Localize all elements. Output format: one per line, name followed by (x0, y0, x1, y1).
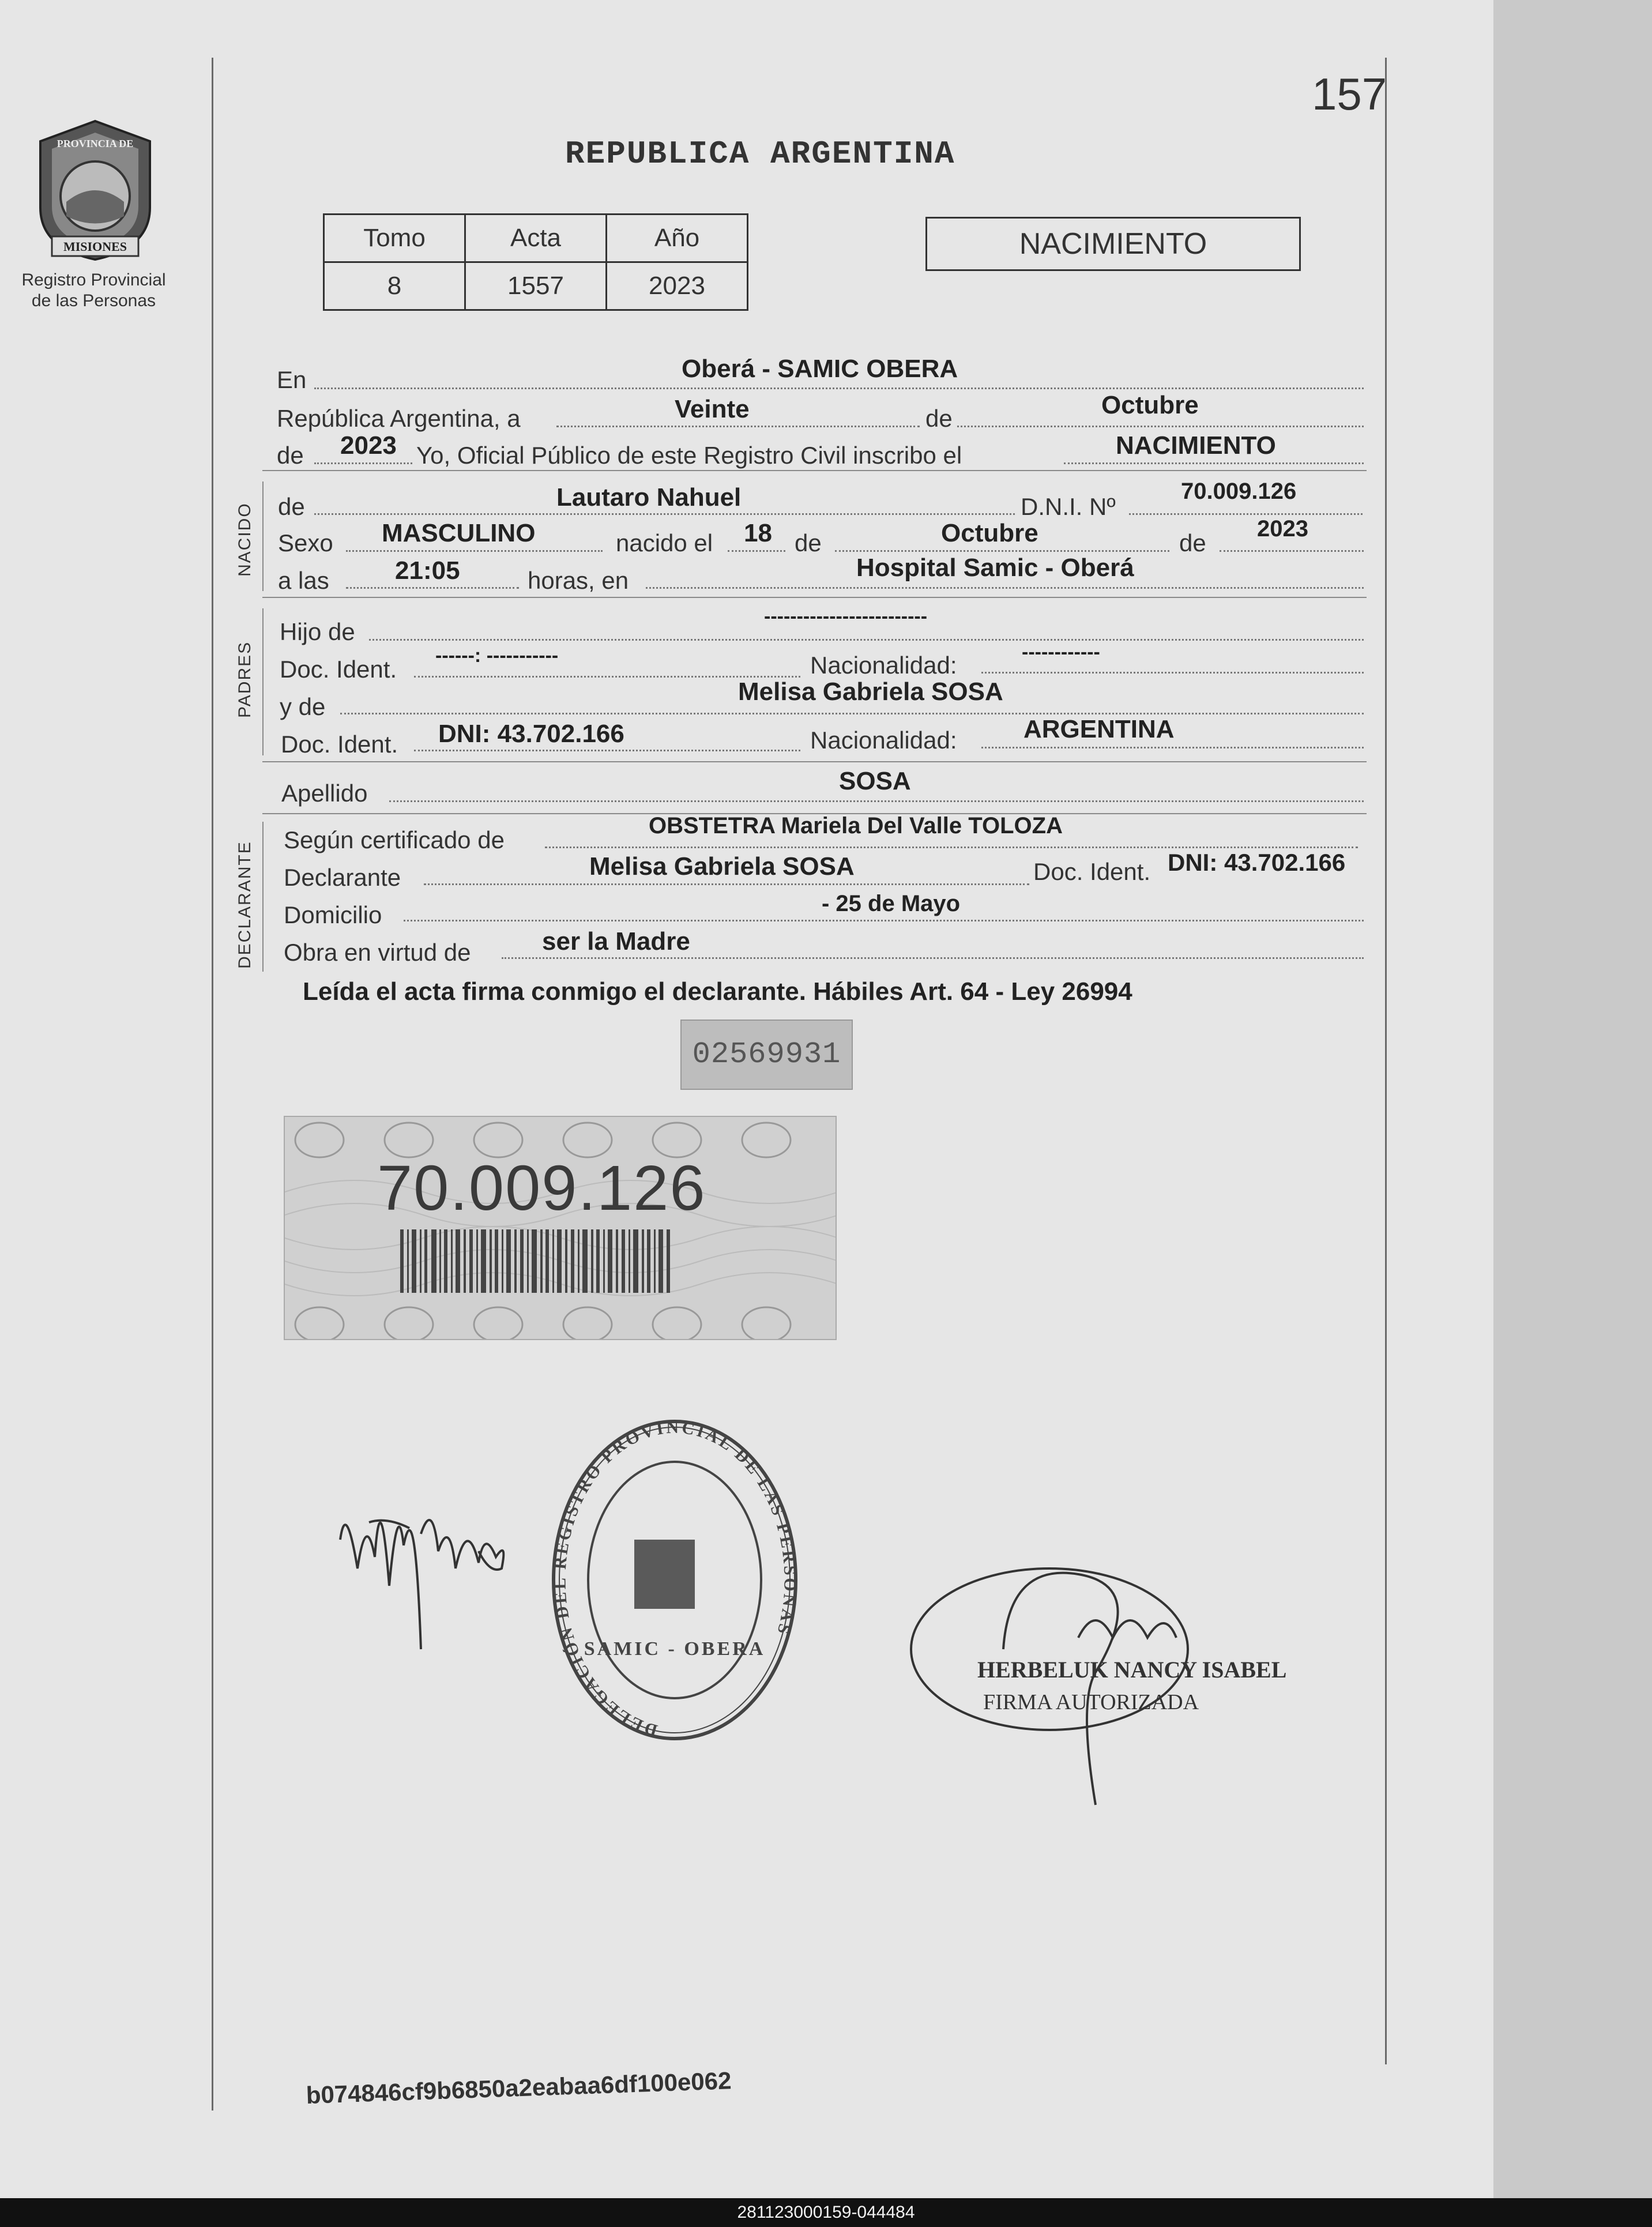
mother-doc-label: Doc. Ident. (281, 731, 398, 758)
obra-value: ser la Madre (542, 927, 690, 955)
birth-day: 18 (744, 519, 772, 547)
nacido-de-label-2: de (795, 529, 822, 556)
right-margin-line (1385, 58, 1387, 2064)
anio-header: Año (607, 215, 748, 262)
day-value: Veinte (675, 395, 750, 423)
official-seal (542, 1407, 807, 1753)
nacido-de-label: de (278, 493, 305, 520)
place-value: Oberá - SAMIC OBERA (682, 355, 958, 383)
declarante-doc-label: Doc. Ident. (1033, 858, 1151, 885)
nacido-de-label-3: de (1179, 529, 1206, 556)
left-margin-line (212, 58, 213, 2111)
month-value: Octubre (1101, 391, 1199, 419)
birth-time: 21:05 (395, 556, 460, 585)
anio-value: 2023 (607, 262, 748, 310)
birth-place: Hospital Samic - Oberá (856, 554, 1134, 582)
certificado-label: Según certificado de (284, 826, 505, 853)
birth-month: Octubre (941, 519, 1038, 547)
inscribe-text: Yo, Oficial Público de este Registro Civil inscribo el (416, 442, 962, 469)
act-value: NACIMIENTO (1116, 431, 1276, 460)
province-crest-icon (26, 115, 164, 265)
signature-right (905, 1551, 1263, 1816)
year-value: 2023 (340, 431, 397, 460)
father-nationality-label: Nacionalidad: (810, 652, 957, 679)
nacido-section-label: NACIDO (235, 502, 254, 577)
signature-left (334, 1453, 519, 1667)
nacido-el-label: nacido el (616, 529, 713, 556)
domicilio-label: Domicilio (284, 901, 382, 928)
barcode-icon (400, 1229, 671, 1293)
country-label: República Argentina, a (277, 405, 521, 432)
father-doc-label: Doc. Ident. (280, 656, 397, 683)
act-type-box: NACIMIENTO (925, 217, 1301, 271)
certificate-value: OBSTETRA Mariela Del Valle TOLOZA (649, 813, 1063, 838)
hijo-de-label: Hijo de (280, 618, 355, 645)
bottom-code-bar: 281123000159-044484 (0, 2198, 1652, 2227)
de-label: de (925, 405, 953, 432)
sticker-number: 70.009.126 (377, 1153, 706, 1224)
authorized-stamp-role: FIRMA AUTORIZADA (983, 1690, 1199, 1714)
acta-value: 1557 (465, 262, 607, 310)
declarante-label: Declarante (284, 864, 401, 891)
tomo-value: 8 (324, 262, 465, 310)
de-label-2: de (277, 442, 304, 469)
child-dni: 70.009.126 (1181, 479, 1297, 504)
mother-nationality: ARGENTINA (1023, 715, 1175, 743)
svg-text:PROVINCIA DE: PROVINCIA DE (57, 138, 134, 149)
authorized-stamp-name: HERBELUK NANCY ISABEL (977, 1657, 1287, 1683)
security-sticker (284, 1116, 837, 1340)
y-de-label: y de (280, 693, 326, 720)
mother-name: Melisa Gabriela SOSA (738, 678, 1003, 706)
father-nationality: ------------ (1022, 641, 1100, 663)
declarante-name: Melisa Gabriela SOSA (589, 852, 855, 881)
birth-year: 2023 (1257, 516, 1308, 541)
horas-label: horas, en (528, 567, 629, 594)
seal-center-text: SAMIC - OBERA (584, 1638, 766, 1660)
father-name: ------------------------- (764, 605, 928, 627)
page-number: 157 (1312, 69, 1387, 119)
apellido-value: SOSA (839, 767, 911, 795)
sexo-value: MASCULINO (382, 519, 536, 547)
obra-label: Obra en virtud de (284, 939, 471, 966)
tomo-header: Tomo (324, 215, 465, 262)
a-las-label: a las (278, 567, 329, 594)
padres-section-label: PADRES (235, 641, 254, 718)
declarante-section-label: DECLARANTE (235, 841, 254, 969)
seal-ring-text: DELEGACIÓN DEL REGISTRO PROVINCIAL DE LAS PERSONAS (550, 1417, 800, 1740)
sexo-label: Sexo (278, 529, 333, 556)
sticker-pattern (285, 1117, 836, 1339)
declarante-doc: DNI: 43.702.166 (1168, 849, 1346, 876)
mother-nationality-label: Nacionalidad: (810, 727, 957, 754)
dni-label: D.N.I. Nº (1021, 493, 1116, 520)
document-title: REPUBLICA ARGENTINA (565, 136, 955, 172)
child-name: Lautaro Nahuel (556, 483, 742, 511)
mother-doc: DNI: 43.702.166 (438, 720, 624, 748)
acta-header: Acta (465, 215, 607, 262)
svg-text:MISIONES: MISIONES (63, 239, 127, 254)
en-label: En (277, 366, 307, 393)
legal-text: Leída el acta firma conmigo el declarante. Hábiles Art. 64 - Ley 26994 (303, 977, 1132, 1006)
background-right (1493, 0, 1652, 2203)
father-doc: ------: ----------- (435, 645, 559, 667)
serial-stamp: 02569931 (680, 1020, 853, 1090)
logo-caption: Registro Provincial de las Personas (21, 270, 166, 310)
apellido-label: Apellido (281, 780, 368, 807)
domicilio-value: - 25 de Mayo (822, 891, 961, 916)
document-hash: b074846cf9b6850a2eabaa6df100e062 (306, 2067, 732, 2109)
registry-table (323, 213, 748, 311)
